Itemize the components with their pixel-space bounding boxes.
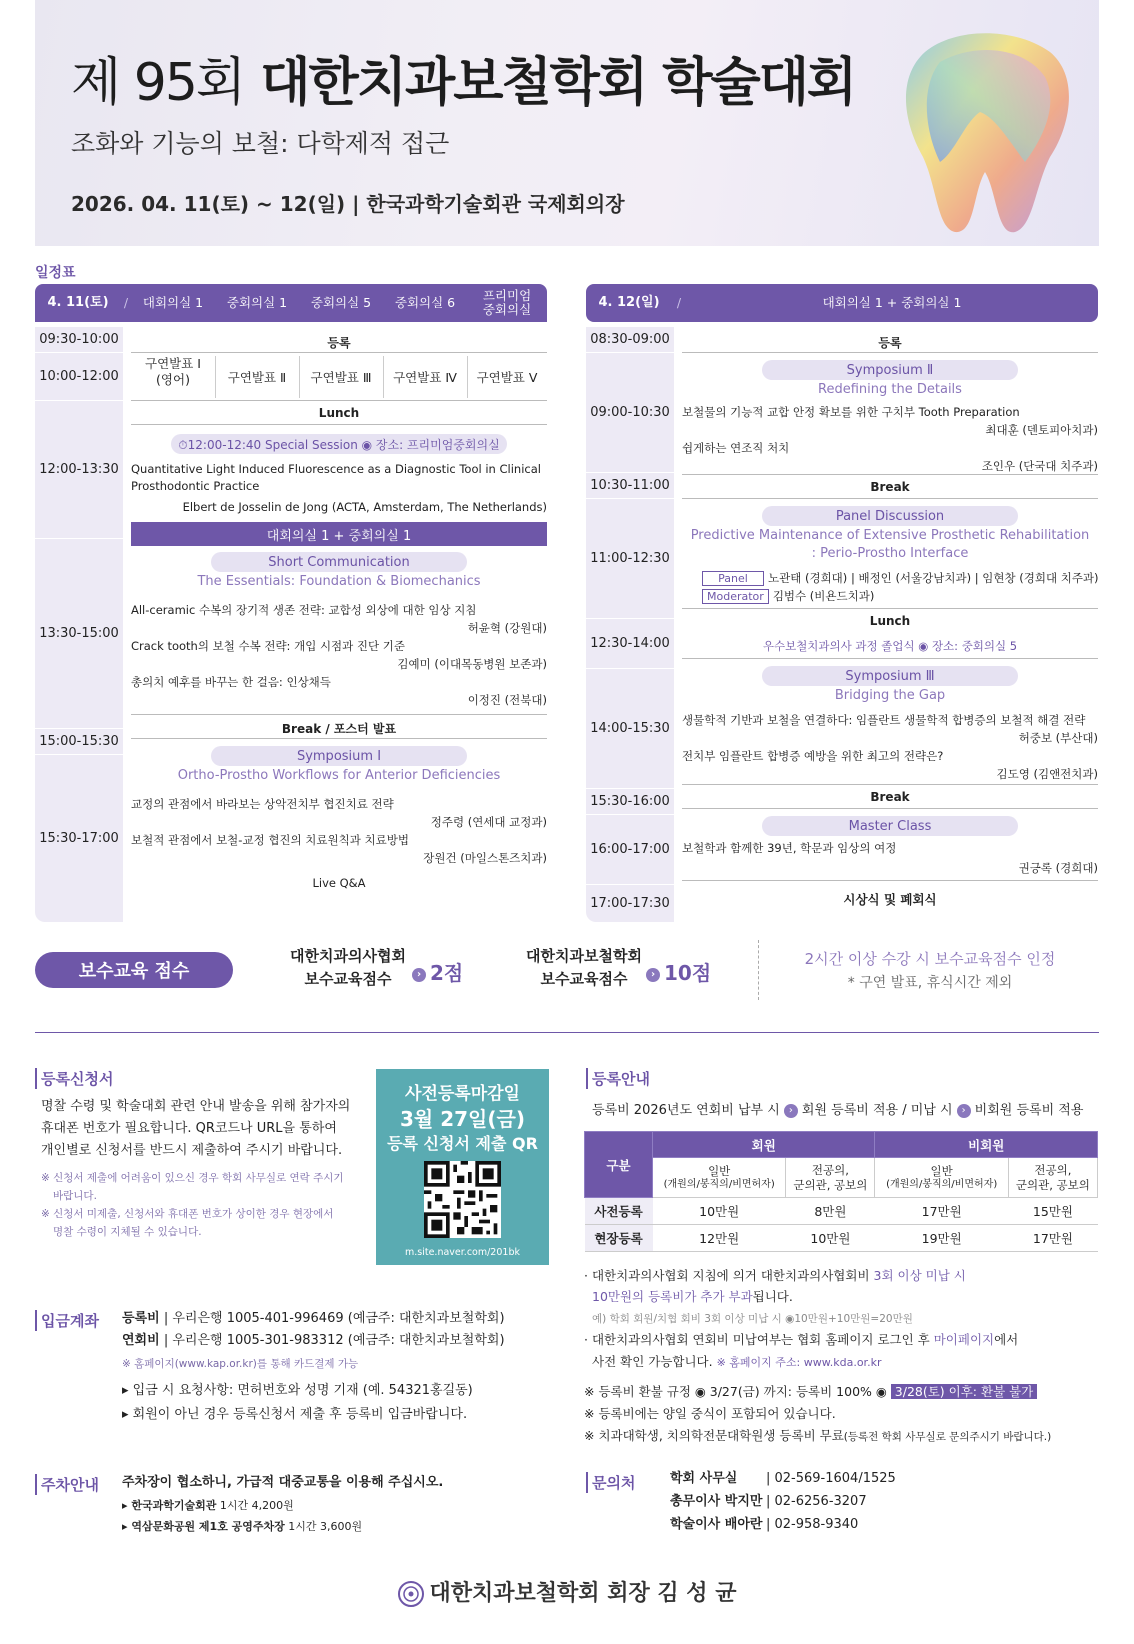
header-banner: [35, 0, 1099, 246]
speaker: Elbert de Josselin de Jong (ACTA, Amsterdam, The Netherlands): [182, 500, 547, 514]
talk-title: 전치부 임플란트 합병증 예방을 위한 최고의 전략은?: [682, 749, 944, 763]
speaker: 김도영 (김앤전치과): [996, 767, 1098, 781]
credit-note: 2시간 이상 수강 시 보수교육점수 인정: [804, 950, 1056, 968]
qr-line: 사전등록마감일: [405, 1084, 520, 1104]
talk-title: Crack tooth의 보철 수복 전략: 개입 시점과 진단 기준: [131, 639, 406, 653]
parking-text: 주차장이 협소하니, 가급적 대중교통을 이용해 주십시오.: [122, 1475, 444, 1490]
fee-cell: 10만원: [786, 1225, 875, 1252]
time-slot: 15:30-17:00: [35, 754, 123, 922]
talk-title: 보철적 관점에서 보철-교정 협진의 치료원칙과 치료방법: [131, 833, 409, 847]
oral-session: 구연발표 Ⅱ: [227, 370, 287, 385]
tooth-icon: [885, 22, 1085, 242]
talk-title: Prosthodontic Practice: [131, 479, 260, 493]
contact-name: 학술이사 배아란: [670, 1517, 763, 1532]
credit-label: 보수교육 점수: [35, 952, 233, 988]
day1-time-column: [35, 326, 123, 922]
day1-schedule: [35, 284, 547, 922]
room-col: 중회의실 1: [226, 295, 288, 311]
fee-row-head: 현장등록: [585, 1225, 653, 1252]
parking-row: ▸ 역삼문화공원 제1호 공영주차장 1시간 3,600원: [122, 1520, 363, 1533]
fee-cell: 8만원: [786, 1198, 875, 1225]
footer: [0, 1576, 1134, 1607]
talk-title: 생물학적 기반과 보철을 연결하다: 임플란트 생물학적 합병증의 보철적 해결 전략: [682, 713, 1086, 727]
time-slot: 15:00-15:30: [35, 728, 123, 754]
day2-header: 4. 12(일) / 대회의실 1 + 중회의실 1: [586, 284, 1098, 322]
talk-title: 쉽게하는 연조직 처치: [682, 441, 790, 455]
fee-row: [585, 1198, 1098, 1225]
day2-time-column: [586, 326, 674, 922]
time-slot: 10:30-11:00: [586, 472, 674, 498]
payment-bullet: ▸ 입금 시 요청사항: 면허번호와 성명 기재 (예. 54321홍길동): [122, 1383, 473, 1398]
day1-header: 4. 11(토) / 대회의실 1 중회의실 1 중회의실 5 중회의실 6 프리미엄 중회의실: [35, 284, 547, 322]
registration: 등록: [327, 336, 351, 350]
speaker: 권긍록 (경희대): [1018, 861, 1098, 875]
apply-note: ※ 신청서 미제출, 신청서와 휴대폰 번호가 상이한 경우 현장에서: [41, 1208, 334, 1220]
live-qa: Live Q&A: [312, 876, 366, 890]
day1-date: 4. 11(토): [47, 294, 109, 310]
fee-table: [584, 1131, 1098, 1252]
session-subtitle: Predictive Maintenance of Extensive Prosthetic Rehabilitation: [690, 528, 1090, 543]
fee-header: 비회원: [875, 1132, 1098, 1158]
page-title: 제 95회 대한치과보철학회 학술대회: [71, 53, 856, 113]
fee-cell: 10만원: [653, 1198, 786, 1225]
reg-rule: ※ 치과대학생, 치의학전문대학원생 등록비 무료(등록전 학회 사무실로 문의주시기 바랍니다.): [584, 1428, 1052, 1443]
fee-cell: 17만원: [1008, 1225, 1097, 1252]
panel-row: [702, 570, 1099, 586]
payment-bullet: ▸ 회원이 아닌 경우 등록신청서 제출 후 등록비 입금바랍니다.: [122, 1407, 468, 1422]
speaker: 최대훈 (덴토피아치과): [985, 423, 1098, 437]
fee-subheader: 일반 (개원의/봉직의/비면허자): [653, 1158, 786, 1198]
talk-title: 총의치 예후를 바꾸는 한 걸음: 인상채득: [131, 675, 331, 689]
time-slot: 09:30-10:00: [35, 326, 123, 352]
fee-cell: 19만원: [875, 1225, 1008, 1252]
apply-label: 등록신청서: [35, 1068, 113, 1089]
symposium-pill: Symposium Ⅱ: [762, 360, 1018, 380]
fee-cell: 17만원: [875, 1198, 1008, 1225]
day2-schedule: [586, 284, 1098, 922]
talk-title: 보철학과 함께한 39년, 학문과 임상의 여정: [682, 841, 897, 855]
time-slot: 14:00-15:30: [586, 668, 674, 788]
break: Break: [870, 790, 910, 804]
time-slot: 13:30-15:00: [35, 538, 123, 728]
kda-credit: [268, 945, 428, 990]
short-communication-pill: Short Communication: [211, 552, 467, 572]
room-col: 중회의실 5: [310, 295, 372, 311]
lunch: Lunch: [869, 614, 911, 628]
fee-header: 구분: [585, 1132, 653, 1198]
fee-cell: 15만원: [1008, 1198, 1097, 1225]
payment-row: 등록비 | 우리은행 1005-401-996469 (예금주: 대한치과보철학회): [122, 1311, 505, 1326]
apply-text: 개인별로 신청서를 반드시 제출하여 주시기 바랍니다.: [41, 1143, 343, 1158]
kda-score: › 2점: [412, 957, 463, 986]
speaker: 이정진 (전북대): [467, 693, 547, 707]
time-slot: 09:00-10:30: [586, 352, 674, 472]
closing-ceremony: 시상식 및 폐회식: [843, 892, 937, 907]
apply-text: 명찰 수령 및 학술대회 관련 안내 발송을 위해 참가자의: [41, 1099, 351, 1114]
time-slot: 12:30-14:00: [586, 618, 674, 668]
lunch: Lunch: [318, 406, 360, 420]
time-slot: 17:00-17:30: [586, 884, 674, 922]
symposium-pill: Symposium Ⅰ: [211, 746, 467, 766]
contact-name: 총무이사 박지만: [670, 1494, 763, 1509]
panel-names: 노관태 (경희대) | 배정인 (서울강남치과) | 임현창 (경희대 치주과): [768, 571, 1099, 585]
master-class-pill: Master Class: [762, 816, 1018, 836]
moderator-name: 김범수 (비욘드치과): [772, 589, 875, 603]
reg-note: 10만원의 등록비가 추가 부과됩니다.: [592, 1289, 793, 1304]
parking-label: 주차안내: [35, 1474, 99, 1495]
qr-card[interactable]: [376, 1069, 549, 1265]
society-seal-icon: [398, 1581, 424, 1607]
refund-rule: ※ 등록비 환불 규정 ◉ 3/27(금) 까지: 등록비 100% ◉ 3/28(토) 이후: 환불 불가: [584, 1382, 1037, 1403]
day2-room: 대회의실 1 + 중회의실 1: [822, 295, 962, 311]
break: Break / 포스터 발표: [281, 722, 397, 736]
apply-note: 바랍니다.: [53, 1190, 97, 1202]
registration: 등록: [878, 336, 902, 350]
fee-row-head: 사전등록: [585, 1198, 653, 1225]
reg-rule: ※ 등록비에는 양일 중식이 포함되어 있습니다.: [584, 1406, 836, 1421]
time-slot: 12:00-13:30: [35, 400, 123, 538]
panel-discussion-pill: Panel Discussion: [762, 506, 1018, 526]
time-slot: 11:00-12:30: [586, 498, 674, 618]
moderator-tag: Moderator: [702, 589, 769, 604]
fee-subheader: 전공의, 군의관, 공보의: [1008, 1158, 1097, 1198]
oral-session: 구연발표 Ⅳ: [393, 370, 457, 385]
time-slot: 16:00-17:00: [586, 814, 674, 884]
speaker: 허중보 (부산대): [1018, 731, 1098, 745]
credit-note: * 구연 발표, 휴식시간 제외: [847, 975, 1013, 991]
apply-text: 휴대폰 번호가 필요합니다. QR코드나 URL을 통하여: [41, 1121, 337, 1136]
apply-note: 명찰 수령이 지체될 수 있습니다.: [53, 1226, 202, 1238]
date-venue: 2026. 04. 11(토) ~ 12(일) | 한국과학기술회관 국제회의장: [71, 192, 625, 216]
contact-label: 문의처: [586, 1472, 635, 1493]
kap-score: › 10점: [646, 957, 711, 986]
speaker: 장원건 (마일스톤즈치과): [423, 851, 547, 865]
apply-note: ※ 신청서 제출에 어려움이 있으신 경우 학회 사무실로 연락 주시기: [41, 1172, 344, 1184]
contact-phone: | 02-958-9340: [766, 1517, 859, 1532]
parking-row: ▸ 한국과학기술회관 1시간 4,200원: [122, 1499, 294, 1512]
payment-note: ※ 홈페이지(www.kap.or.kr)를 통해 카드결제 가능: [122, 1358, 359, 1370]
contact-phone: | 02-569-1604/1525: [766, 1471, 896, 1486]
oral-session: 구연발표 Ⅰ (영어): [145, 356, 201, 388]
day2-date: 4. 12(일): [598, 294, 660, 310]
page-subtitle: 조화와 기능의 보철: 다학제적 접근: [71, 129, 450, 158]
break: Break: [870, 480, 910, 494]
fee-row: [585, 1225, 1098, 1252]
session-subtitle: Ortho-Prostho Workflows for Anterior Deficiencies: [177, 768, 501, 783]
talk-title: 보철물의 기능적 교합 안정 확보를 위한 구치부 Tooth Preparation: [682, 405, 1020, 419]
talk-title: 교정의 관점에서 바라보는 상악전치부 협진치료 전략: [131, 797, 394, 811]
qr-line: 3월 27일(금): [400, 1107, 525, 1131]
room-col: 프리미엄 중회의실: [482, 288, 532, 317]
time-slot: 08:30-09:00: [586, 326, 674, 352]
payment-row: 연회비 | 우리은행 1005-301-983312 (예금주: 대한치과보철학회): [122, 1333, 505, 1348]
kda-credit-line: 대한치과의사협회: [290, 947, 406, 965]
reg-note: · 대한치과의사협회 지침에 의거 대한치과의사협회비 3회 이상 미납 시: [584, 1268, 966, 1283]
panel-tag: Panel: [702, 571, 764, 586]
reg-label: 등록안내: [586, 1068, 650, 1089]
reg-example: 예) 학회 회원/치협 회비 3회 이상 미납 시 ◉10만원+10만원=20만원: [592, 1313, 913, 1325]
session-subtitle: : Perio-Prostho Interface: [811, 546, 969, 561]
qr-url[interactable]: m.site.naver.com/201bk: [405, 1247, 520, 1258]
time-slot: 15:30-16:00: [586, 788, 674, 814]
kap-credit-line: 대한치과보철학회: [526, 947, 642, 965]
lunch-note: 우수보철치과의사 과정 졸업식 ◉ 장소: 중회의실 5: [762, 639, 1018, 653]
speaker: 김예미 (이대목동병원 보존과): [397, 657, 547, 671]
reg-intro: 등록비 2026년도 연회비 납부 시 › 회원 등록비 적용 / 미납 시 › 비회원 등록비 적용: [592, 1103, 1084, 1118]
symposium-pill: Symposium Ⅲ: [762, 666, 1018, 686]
speaker: 허윤혁 (강원대): [467, 621, 547, 635]
qr-code-icon[interactable]: [424, 1161, 501, 1238]
oral-session: 구연발표 Ⅲ: [310, 370, 372, 385]
payment-label: 입금계좌: [35, 1310, 99, 1331]
session-subtitle: Bridging the Gap: [834, 688, 946, 703]
fee-subheader: 전공의, 군의관, 공보의: [786, 1158, 875, 1198]
divider: [35, 1032, 1099, 1033]
speaker: 정주령 (연세대 교정과): [430, 815, 547, 829]
talk-title: Quantitative Light Induced Fluorescence as a Diagnostic Tool in Clinical: [131, 462, 541, 476]
reg-note: · 대한치과의사협회 연회비 미납여부는 협회 홈페이지 로그인 후 마이페이지에서: [584, 1332, 1019, 1347]
room-col: 대회의실 1: [142, 295, 204, 311]
special-session-pill: ⏱12:00-12:40 Special Session ◉ 장소: 프리미엄중회의실: [171, 434, 507, 454]
speaker: 조인우 (단국대 치주과): [981, 459, 1098, 473]
qr-line: 등록 신청서 제출 QR: [387, 1134, 538, 1153]
session-subtitle: The Essentials: Foundation & Biomechanics: [197, 574, 481, 589]
session-subtitle: Redefining the Details: [818, 382, 962, 397]
merged-room-bar: 대회의실 1 + 중회의실 1: [131, 522, 547, 546]
oral-session: 구연발표 Ⅴ: [476, 370, 538, 385]
talk-title: All-ceramic 수복의 장기적 생존 전략: 교합성 외상에 대한 임상 지침: [131, 603, 477, 617]
time-slot: 10:00-12:00: [35, 352, 123, 400]
kap-credit: [504, 945, 664, 990]
kda-credit-line: 보수교육점수: [304, 969, 392, 988]
footer-text: 대한치과보철학회 회장 김 성 균: [429, 1581, 737, 1606]
kap-credit-line: 보수교육점수: [540, 969, 628, 988]
fee-header: 회원: [653, 1132, 875, 1158]
fee-subheader: 일반 (개원의/봉직의/비면허자): [875, 1158, 1008, 1198]
fee-cell: 12만원: [653, 1225, 786, 1252]
contact-phone: | 02-6256-3207: [766, 1494, 867, 1509]
schedule-label: 일정표: [35, 265, 76, 281]
moderator-row: [702, 588, 874, 604]
reg-note: 사전 확인 가능합니다. ※ 홈페이지 주소: www.kda.or.kr: [592, 1354, 882, 1369]
contact-name: 학회 사무실: [670, 1471, 738, 1486]
room-col: 중회의실 6: [394, 295, 456, 311]
